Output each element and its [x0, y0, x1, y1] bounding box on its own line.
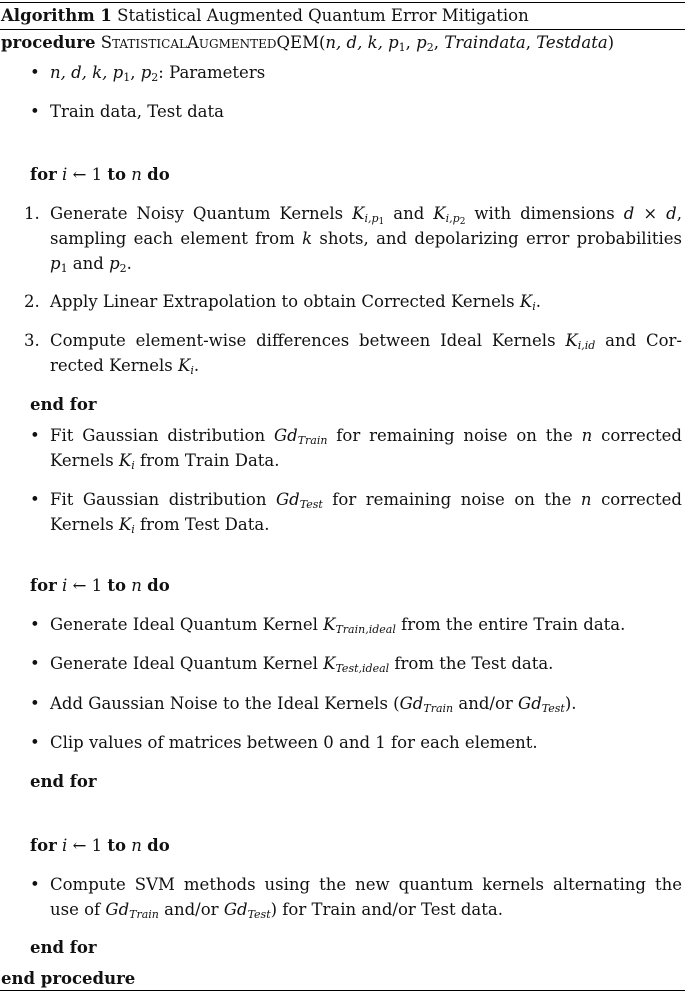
- fit-text: Fit Gaussian distribution $Gd_{Test}$ for remaining noise on the n corrected: [50, 490, 682, 511]
- step-text: Compute element-wise differences between Ideal Kernels $K_{i,id}$ and Cor-: [50, 331, 682, 352]
- for-loop-1-header: for i ← 1 to n do: [30, 165, 170, 184]
- procedure-keyword: procedure: [1, 33, 96, 52]
- end-procedure: end procedure: [1, 969, 136, 988]
- bottom-rule: [0, 990, 685, 991]
- procedure-name: StatisticalAugmentedQEM: [100, 33, 319, 52]
- algorithm-title: Statistical Augmented Quantum Error Mitigation: [117, 6, 529, 25]
- procedure-header: [1, 31, 614, 55]
- step-text: use of $Gd_{Train}$ and/or $Gd_{Test}$) for Train and/or Test data.: [50, 900, 503, 921]
- input-data: Train data, Test data: [50, 102, 224, 121]
- step-text: Compute SVM methods using the new quantum kernels alternating the: [50, 875, 682, 894]
- caption-rule: [0, 29, 685, 30]
- for-loop-2-header: for i ← 1 to n do: [30, 576, 170, 595]
- fit-text: Kernels $K_i$ from Test Data.: [50, 515, 270, 536]
- algorithm-label: Algorithm 1: [1, 6, 112, 25]
- step-text: Apply Linear Extrapolation to obtain Corrected Kernels $K_i$.: [50, 292, 541, 313]
- fit-text: Kernels $K_i$ from Train Data.: [50, 451, 280, 472]
- step-text: sampling each element from k shots, and depolarizing error probabilities: [50, 229, 682, 248]
- procedure-args: (n, d, k, $p_1$, $p_2$, Traindata, Testdata): [318, 33, 615, 54]
- step-text: Generate Noisy Quantum Kernels $K_{i,p_1}$ and $K_{i,p_2}$ with dimensions d × d,: [50, 204, 682, 227]
- end-for-3: end for: [30, 938, 97, 957]
- input-params: n, d, k, $p_1$, $p_2$: Parameters: [50, 63, 266, 84]
- step-text: rected Kernels $K_i$.: [50, 356, 200, 377]
- step-text: $p_1$ and $p_2$.: [50, 254, 132, 275]
- fit-text: Fit Gaussian distribution $Gd_{Train}$ for remaining noise on the n corrected: [50, 426, 682, 447]
- step-text: Generate Ideal Quantum Kernel $K_{Test,ideal}$ from the Test data.: [50, 654, 554, 675]
- step-text: Add Gaussian Noise to the Ideal Kernels ($Gd_{Train}$ and/or $Gd_{Test}$).: [50, 694, 577, 715]
- step-text: Generate Ideal Quantum Kernel $K_{Train,ideal}$ from the entire Train data.: [50, 615, 626, 636]
- top-rule: [0, 2, 685, 3]
- step-text: Clip values of matrices between 0 and 1 for each element.: [50, 733, 538, 752]
- for-loop-3-header: for i ← 1 to n do: [30, 836, 170, 855]
- end-for-1: end for: [30, 395, 97, 414]
- algorithm-caption: [1, 4, 529, 28]
- end-for-2: end for: [30, 772, 97, 791]
